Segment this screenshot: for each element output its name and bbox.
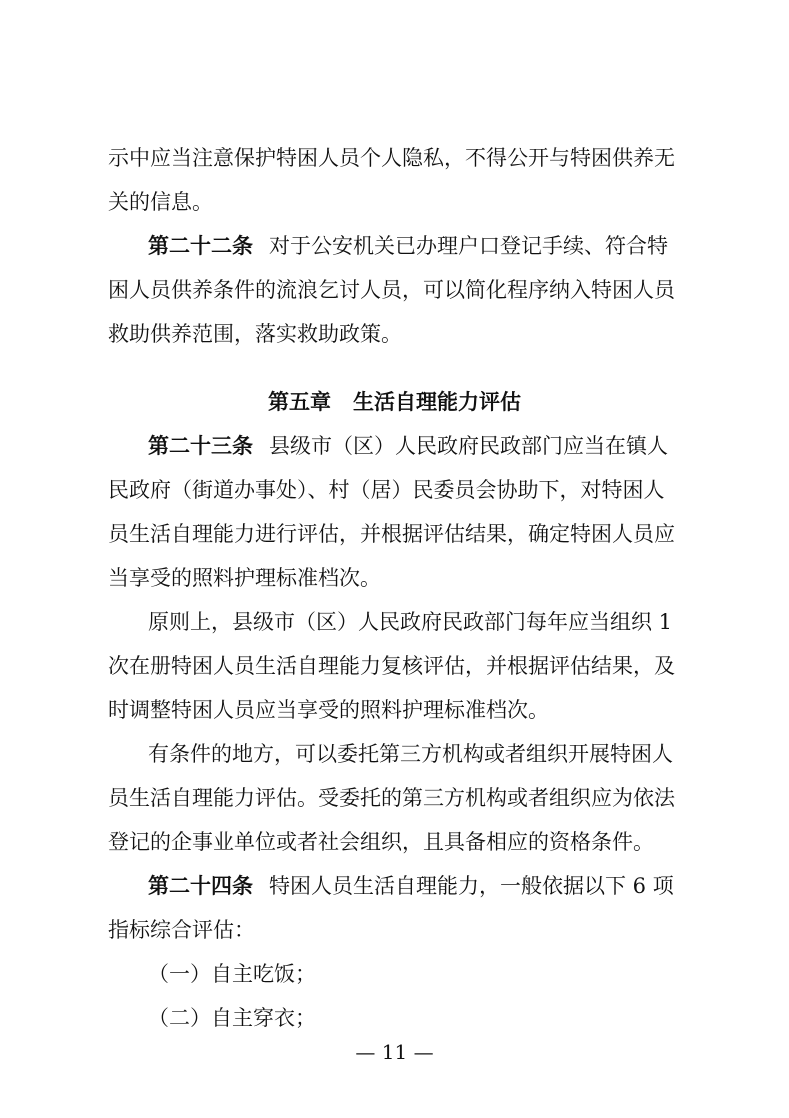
- text-line: 登记的企事业单位或者社会组织，且具备相应的资格条件。: [108, 830, 654, 854]
- article-label: 第二十四条: [148, 874, 253, 898]
- article-label: 第二十三条: [148, 434, 253, 458]
- text-line: 关的信息。: [108, 190, 213, 214]
- text-line: 时调整特困人员应当享受的照料护理标准档次。: [108, 698, 549, 722]
- text-line: 当享受的照料护理标准档次。: [108, 566, 381, 590]
- text-line: 次在册特困人员生活自理能力复核评估，并根据评估结果，及: [108, 654, 675, 678]
- text-line: 员生活自理能力评估。受委托的第三方机构或者组织应为依法: [108, 786, 675, 810]
- chapter-number: 第五章: [268, 390, 331, 414]
- article-24: [148, 864, 688, 908]
- text-line: 对于公安机关已办理户口登记手续、符合特: [269, 234, 668, 258]
- text-line: 员生活自理能力进行评估，并根据评估结果，确定特困人员应: [108, 522, 675, 546]
- list-item: （一）自主吃饭；: [148, 962, 316, 986]
- text-line: 民政府（街道办事处）、村（居）民委员会协助下，对特困人: [108, 478, 665, 502]
- chapter-title: 生活自理能力评估: [353, 390, 521, 414]
- list-item: （二）自主穿衣；: [148, 1006, 316, 1030]
- text-line: 特困人员生活自理能力，一般依据以下 6 项: [269, 874, 674, 898]
- page-number: — 11 —: [355, 1040, 434, 1064]
- text-line: 示中应当注意保护特困人员个人隐私，不得公开与特困供养无: [108, 146, 675, 170]
- article-22: [148, 224, 688, 268]
- text-line: 原则上，县级市（区）人民政府民政部门每年应当组织 1: [148, 610, 673, 634]
- text-line: 县级市（区）人民政府民政部门应当在镇人: [269, 434, 668, 458]
- article-23: [148, 424, 688, 468]
- text-line: 困人员供养条件的流浪乞讨人员，可以简化程序纳入特困人员: [108, 278, 675, 302]
- article-label: 第二十二条: [148, 234, 253, 258]
- text-line: 指标综合评估：: [108, 918, 255, 942]
- text-line: 救助供养范围，落实救助政策。: [108, 322, 402, 346]
- chapter-heading: [0, 380, 789, 424]
- text-line: 有条件的地方，可以委托第三方机构或者组织开展特困人: [148, 742, 673, 766]
